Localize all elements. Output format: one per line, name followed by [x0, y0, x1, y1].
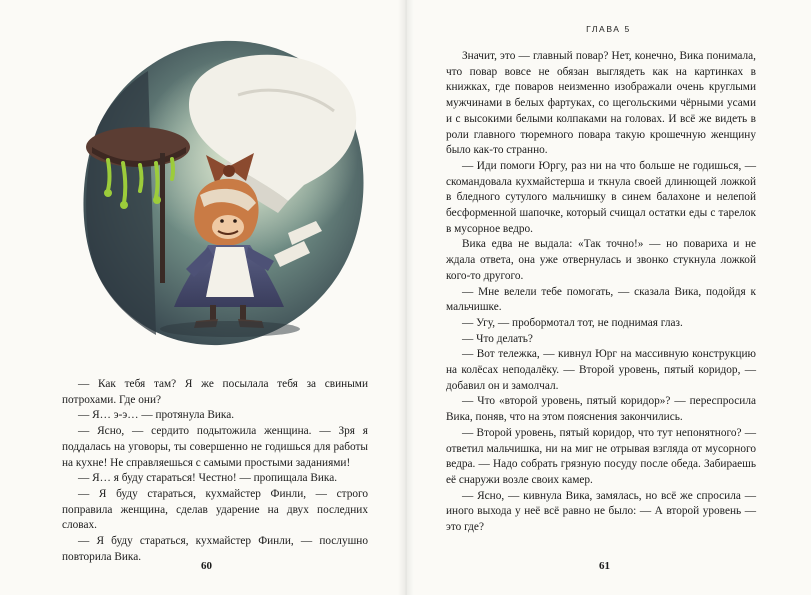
page-number: 61 [599, 560, 610, 572]
paragraph: — Что делать? [462, 332, 533, 345]
paragraph: — Я… я буду стараться! Честно! — пропищала Вика. [78, 472, 338, 485]
paragraph: — Вот тележка, — кивнул Юрг на массивную конструкцию на колёсах неподалёку. — Второй уровень, пятый коридор, — добавил он и замолчал. [446, 348, 756, 392]
right-page [406, 0, 811, 595]
paragraph: Вика едва не выдала: «Так точно!» — но повариха и не ждала ответа, она уже отвернулась и звонко стукнула ложкой кого-то другого. [446, 238, 756, 282]
paragraph: — Я буду стараться, кухмайстер Финли, — послушно повторила Вика. [62, 535, 368, 563]
paragraph: — Второй уровень, пятый коридор, что тут непонятного? — ответил мальчишка, ни на миг не отрывая взгляда от мусорного ведра. — Надо собрать грязную посуду после обеда. Забираешь её снаружи возле своих камер. [446, 426, 756, 486]
paragraph: — Как тебя там? Я же посылала тебя за свиными потрохами. Где они? [62, 378, 368, 406]
paragraph: — Я… э-э… — протянула Вика. [78, 409, 235, 422]
paragraph: — Я буду стараться, кухмайстер Финли, — строго поправила женщина, сделав ударение на двух последних словах. [62, 487, 368, 532]
paragraph: — Угу, — пробормотал тот, не поднимая глаз. [462, 316, 683, 329]
right-page-text [446, 49, 756, 536]
chapter-illustration [78, 35, 368, 353]
paragraph: — Мне велели тебе помогать, — сказала Вика, подойдя к мальчишке. [446, 285, 756, 314]
paragraph: — Что «второй уровень, пятый коридор»? — переспросила Вика, поняв, что на этом пояснения закончились. [446, 395, 756, 424]
paragraph: — Ясно, — кивнула Вика, замялась, но всё же спросила — иного выхода у неё всё равно не было: — А второй уровень — это где? [446, 489, 756, 534]
page-number: 60 [201, 560, 212, 572]
left-page [0, 0, 404, 595]
chapter-header: ГЛАВА 5 [586, 24, 631, 34]
paragraph: — Иди помоги Юргу, раз ни на что больше не годишься, — скомандовала кухмайстерша и ткнула своей длинющей ложкой в бледного сутулого мальчишку в синем балахоне и нелепой бесформенной шапочке, который счищал остатки еды с тарелок в мусорное ведро. [446, 159, 756, 235]
left-page-text [62, 377, 368, 565]
paragraph: Значит, это — главный повар? Нет, конечно, Вика понимала, что повар вовсе не обязан выглядеть как на картинках в книжках, где поваров неизменно изображали очень круглыми мужчинами в белых фартуках, со щегольскими чёрными усами и с высокими белыми колпаками на головах. И всё же видеть в роли главного тюремного повара такую крошечную женщину было как-то странно. [446, 50, 756, 157]
paragraph: — Ясно, — сердито подытожила женщина. — Зря я поддалась на уговоры, ты совершенно не годишься для работы на кухне! Не справляешься с самыми простыми заданиями! [62, 425, 368, 469]
